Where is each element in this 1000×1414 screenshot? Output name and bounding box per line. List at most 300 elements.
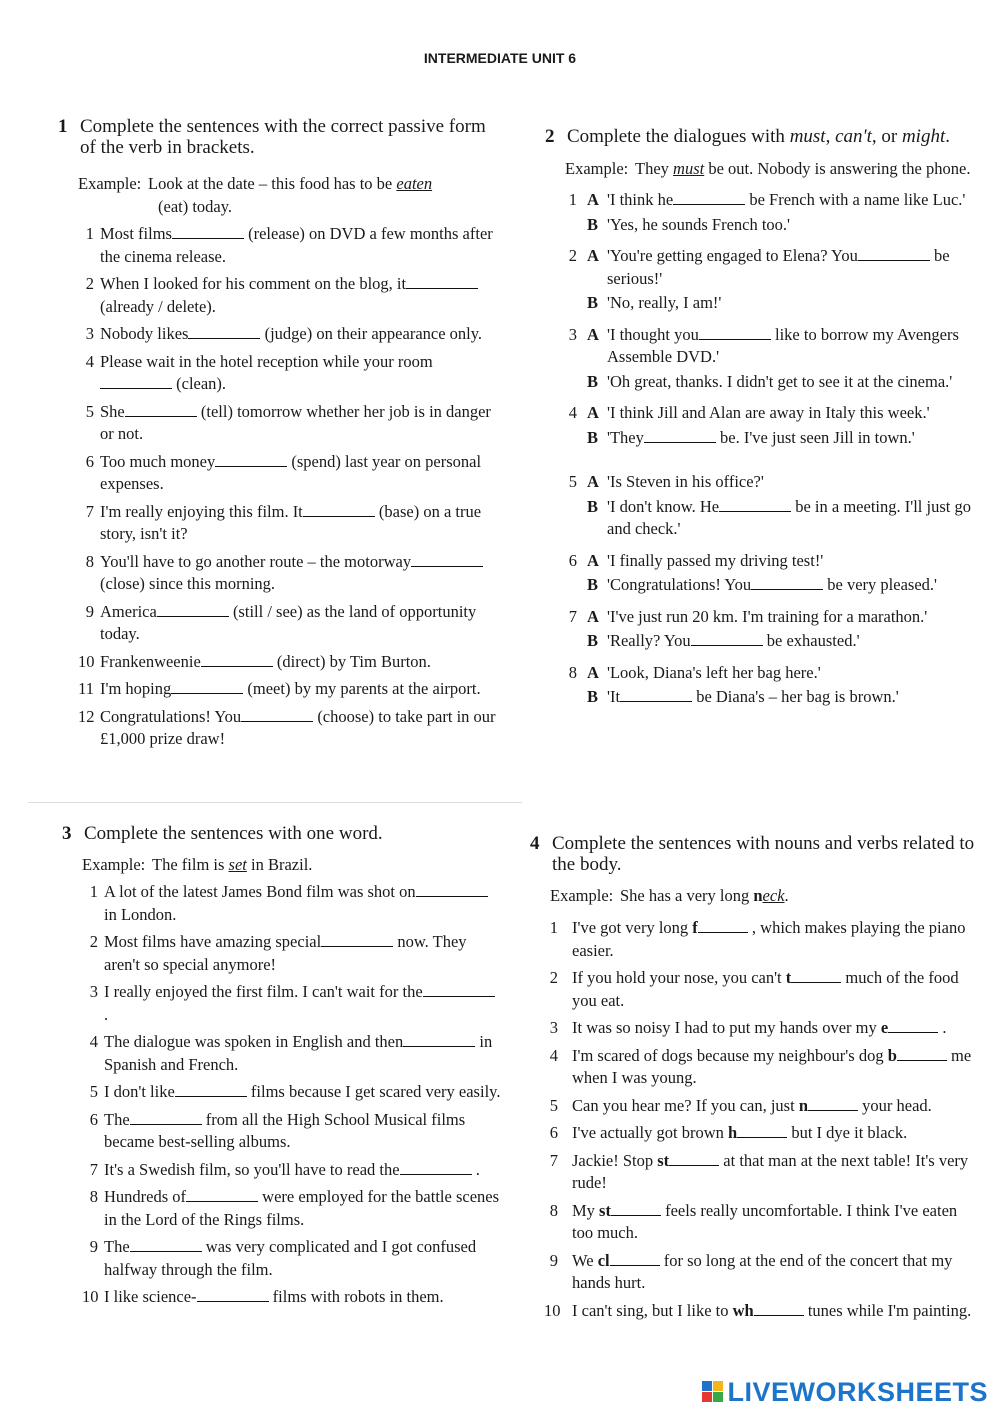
- item-text: It's a Swedish film, so you'll have to read the: [104, 1159, 400, 1179]
- item-text: The dialogue was spoken in English and then: [104, 1032, 404, 1051]
- speaker-label: B: [587, 575, 599, 594]
- example: [58, 172, 498, 218]
- speaker-label: B: [587, 631, 599, 650]
- answer-blank[interactable]: [303, 515, 375, 517]
- answer-blank[interactable]: [669, 1164, 719, 1166]
- item-list: [58, 223, 498, 751]
- answer-blank[interactable]: [737, 1136, 787, 1138]
- item-number: 2: [89, 932, 98, 951]
- speaker-line-a: [587, 189, 980, 212]
- speaker-label: A: [587, 472, 599, 491]
- item-number: 11: [78, 679, 94, 698]
- item-text: were employed for the battle scenes in the Lord of the Rings films.: [104, 1187, 500, 1229]
- answer-blank[interactable]: [620, 700, 692, 702]
- item-text: 'It: [607, 687, 621, 706]
- item-text: now. They aren't so special anymore!: [104, 932, 467, 974]
- item-text: 'Is Steven in his office?': [607, 472, 764, 491]
- item-text: Hundreds of: [104, 1187, 187, 1206]
- item-number: 12: [78, 706, 95, 726]
- item-text: feels really uncomfortable. I think I've eaten too much.: [572, 1200, 958, 1242]
- item-text: in London.: [104, 904, 177, 924]
- list-item: [530, 1045, 980, 1090]
- list-item: [530, 1095, 980, 1118]
- dialogue-item: [545, 324, 980, 394]
- section-3-heading: [62, 823, 502, 844]
- section-1-heading: [58, 116, 498, 158]
- item-text: (spend) last year on personal expenses.: [100, 451, 482, 493]
- logo-grid-icon: [702, 1381, 724, 1403]
- item-text: Too much money: [100, 451, 216, 471]
- list-item: [62, 1109, 502, 1154]
- list-item: [58, 401, 498, 446]
- item-text: 'I thought you: [607, 324, 699, 344]
- speaker-line-b: [587, 496, 980, 541]
- answer-blank[interactable]: [423, 995, 495, 997]
- item-text: You'll have to go another route – the motorway: [100, 551, 412, 571]
- item-number: 7: [85, 501, 94, 521]
- item-number: 4: [89, 1032, 98, 1051]
- item-number: 10: [544, 1300, 561, 1320]
- speaker-line-b: [587, 630, 980, 653]
- item-text: I've actually got brown: [572, 1123, 724, 1142]
- speaker-label: A: [587, 606, 599, 626]
- item-text: from all the High School Musical films became best-selling albums.: [104, 1109, 466, 1151]
- item-text: I've got very long: [572, 918, 689, 937]
- item-text: for so long at the end of the concert that my hands hurt.: [572, 1250, 953, 1292]
- item-text: much of the food you eat.: [572, 968, 959, 1010]
- heading-text: Complete the sentences with the correct passive form of the verb in brackets.: [80, 116, 486, 158]
- item-number: 6: [549, 1123, 558, 1142]
- item-number: 5: [568, 472, 577, 491]
- item-text: tunes while I'm painting.: [807, 1300, 972, 1320]
- liveworksheets-logo: [702, 1377, 988, 1407]
- item-number: 6: [568, 550, 577, 570]
- speaker-line-a: [587, 324, 980, 369]
- list-item: [62, 1286, 502, 1309]
- item-text: be exhausted.': [766, 631, 860, 650]
- answer-blank[interactable]: [897, 1059, 947, 1061]
- speaker-line-a: [587, 471, 980, 494]
- list-item: [62, 1031, 502, 1076]
- item-text: 'Oh great, thanks. I didn't get to see it at the cinema.': [607, 371, 953, 391]
- item-text: My: [572, 1200, 595, 1220]
- item-number: 1: [85, 224, 94, 243]
- answer-blank[interactable]: [175, 1095, 247, 1097]
- item-list: [530, 917, 980, 1322]
- item-text: The: [104, 1237, 130, 1256]
- list-item: [530, 967, 980, 1012]
- item-text: in Spanish and French.: [104, 1032, 493, 1074]
- list-item: [58, 451, 498, 496]
- example-text: Look at the date – this food has to be: [148, 174, 397, 193]
- item-text: Most films have amazing special: [104, 932, 322, 951]
- item-text: be serious!': [607, 246, 950, 288]
- item-text: I'm really enjoying this film. It: [100, 501, 303, 521]
- item-text: If you hold your nose, you can't: [572, 968, 782, 987]
- first-letter-hint: e: [880, 1018, 889, 1037]
- answer-blank[interactable]: [130, 1123, 202, 1125]
- item-text: (tell) tomorrow whether her job is in danger or not.: [100, 401, 491, 443]
- list-item: [530, 1017, 980, 1040]
- item-text: 'I've just run 20 km. I'm training for a marathon.': [607, 606, 928, 626]
- answer-blank[interactable]: [125, 415, 197, 417]
- list-item: [58, 351, 498, 396]
- item-number: 1: [568, 190, 577, 209]
- example-text-end: (eat) today.: [158, 197, 233, 216]
- speaker-label: A: [587, 324, 599, 344]
- list-item: [530, 1200, 980, 1245]
- answer-blank[interactable]: [215, 465, 287, 467]
- heading-text: Complete the sentences with one word.: [84, 823, 383, 844]
- item-text: It was so noisy I had to put my hands over my: [572, 1018, 877, 1037]
- item-text: 'I finally passed my driving test!': [607, 550, 824, 570]
- answer-blank[interactable]: [100, 387, 172, 389]
- first-letter-hint: b: [887, 1045, 897, 1065]
- item-text: films because I get scared very easily.: [250, 1082, 501, 1101]
- answer-blank[interactable]: [186, 1200, 258, 1202]
- example-text-end: .: [784, 886, 789, 905]
- heading-word-cant: can't: [835, 126, 872, 147]
- example-answer: eck: [762, 886, 785, 905]
- speaker-label: A: [587, 403, 599, 422]
- list-item: [62, 981, 502, 1026]
- list-item: [530, 917, 980, 962]
- item-text: .: [475, 1159, 480, 1179]
- speaker-label: B: [587, 293, 599, 312]
- example-label: Example:: [82, 855, 146, 874]
- item-number: 6: [85, 451, 94, 471]
- list-item: [58, 651, 498, 674]
- item-text: 'I don't know. He: [607, 496, 720, 516]
- item-text: I like science-: [104, 1287, 197, 1306]
- answer-blank[interactable]: [691, 644, 763, 646]
- item-text: (direct) by Tim Burton.: [276, 651, 431, 671]
- answer-blank[interactable]: [719, 510, 791, 512]
- item-text: Nobody likes: [100, 324, 189, 343]
- section-4-heading: [530, 833, 980, 875]
- item-number: 6: [89, 1109, 98, 1129]
- speaker-label: A: [587, 246, 599, 265]
- item-text: be in a meeting. I'll just go and check.': [607, 496, 971, 538]
- item-text: (release) on DVD a few months after the cinema release.: [100, 224, 493, 266]
- item-text: I don't like: [104, 1082, 175, 1101]
- speaker-label: B: [587, 427, 599, 447]
- answer-blank[interactable]: [754, 1314, 804, 1316]
- item-text: We: [572, 1250, 594, 1270]
- item-number: 5: [549, 1095, 558, 1115]
- item-number: 2: [85, 274, 94, 293]
- answer-blank[interactable]: [673, 203, 745, 205]
- speaker-line-b: [587, 292, 980, 315]
- item-text: (clean).: [176, 374, 227, 393]
- item-number: 7: [549, 1150, 558, 1170]
- item-text: America: [100, 601, 157, 621]
- section-4: [530, 833, 980, 1322]
- example-label: Example:: [550, 886, 614, 905]
- item-text: was very complicated and I got confused halfway through the film.: [104, 1237, 477, 1279]
- item-text: 'You're getting engaged to Elena? You: [607, 246, 858, 265]
- item-text: (close) since this morning.: [100, 574, 276, 593]
- list-item: [58, 601, 498, 646]
- speaker-label: B: [587, 687, 599, 706]
- item-text: (base) on a true story, isn't it?: [100, 501, 482, 543]
- section-number: 3: [62, 823, 72, 844]
- list-item: [58, 678, 498, 701]
- list-item: [530, 1250, 980, 1295]
- item-text: She: [100, 401, 125, 421]
- section-2: [545, 126, 980, 709]
- answer-blank[interactable]: [201, 665, 273, 667]
- speaker-label: B: [587, 214, 599, 234]
- speaker-line-a: [587, 245, 980, 290]
- item-text: I really enjoyed the first film. I can't wait for the: [104, 982, 423, 1001]
- section-3: [62, 823, 502, 1309]
- speaker-label: B: [587, 496, 599, 516]
- speaker-label: A: [587, 190, 599, 209]
- example: [530, 884, 980, 907]
- example: [545, 157, 980, 180]
- item-number: 4: [549, 1045, 558, 1065]
- section-number: 4: [530, 833, 540, 854]
- answer-blank[interactable]: [610, 1264, 660, 1266]
- section-1: [58, 116, 498, 751]
- item-text: 'They: [607, 427, 644, 447]
- example: [62, 853, 502, 876]
- answer-blank[interactable]: [416, 895, 488, 897]
- item-number: 10: [78, 651, 95, 671]
- first-letter-hint: cl: [597, 1250, 610, 1270]
- first-letter-hint: t: [785, 968, 792, 987]
- list-item: [62, 1236, 502, 1281]
- speaker-line-a: [587, 402, 980, 425]
- first-letter-hint: n: [798, 1095, 808, 1115]
- example-text: They: [635, 159, 674, 178]
- item-text: (choose) to take part in our £1,000 prize draw!: [100, 706, 496, 748]
- answer-blank[interactable]: [808, 1109, 858, 1111]
- answer-blank[interactable]: [241, 720, 313, 722]
- list-item: [62, 1186, 502, 1231]
- answer-blank[interactable]: [858, 259, 930, 261]
- heading-word-might: might: [901, 126, 946, 147]
- first-letter-hint: wh: [732, 1300, 754, 1320]
- item-text: Please wait in the hotel reception while your room: [100, 351, 433, 371]
- answer-blank[interactable]: [157, 615, 229, 617]
- example-answer: eaten: [396, 174, 433, 193]
- heading-text-or: , or: [871, 126, 902, 147]
- speaker-line-b: [587, 371, 980, 394]
- speaker-line-a: [587, 662, 980, 685]
- item-text: Can you hear me? If you can, just: [572, 1095, 795, 1115]
- answer-blank[interactable]: [400, 1173, 472, 1175]
- dialogue-item: [545, 471, 980, 541]
- example-label: Example:: [565, 159, 629, 178]
- first-letter-hint: h: [728, 1123, 738, 1142]
- list-item: [530, 1122, 980, 1145]
- list-item: [58, 706, 498, 751]
- item-text: (already / delete).: [100, 296, 216, 316]
- list-item: [530, 1300, 980, 1323]
- list-item: [62, 1081, 502, 1104]
- heading-text: Complete the sentences with nouns and verbs related to the body.: [552, 833, 975, 875]
- logo-text: LIVEWORKSHEETS: [727, 1376, 988, 1407]
- item-text: films with robots in them.: [272, 1287, 444, 1306]
- answer-blank[interactable]: [888, 1031, 938, 1033]
- speaker-line-b: [587, 686, 980, 709]
- answer-blank[interactable]: [406, 287, 478, 289]
- first-letter-hint: st: [657, 1150, 670, 1170]
- item-number: 7: [568, 606, 577, 626]
- item-text: but I dye it black.: [791, 1123, 908, 1142]
- item-text: .: [942, 1018, 947, 1037]
- first-letter-hint: f: [692, 918, 698, 937]
- divider: [28, 802, 522, 803]
- item-number: 3: [85, 324, 94, 343]
- answer-blank[interactable]: [699, 338, 771, 340]
- speaker-label: A: [587, 662, 599, 682]
- answer-blank[interactable]: [321, 945, 393, 947]
- item-number: 5: [85, 401, 94, 421]
- answer-blank[interactable]: [791, 981, 841, 983]
- answer-blank[interactable]: [403, 1045, 475, 1047]
- first-letter-hint: st: [599, 1200, 611, 1220]
- answer-blank[interactable]: [197, 1300, 269, 1302]
- item-text: I can't sing, but I like to: [572, 1300, 729, 1320]
- item-number: 3: [568, 324, 577, 344]
- item-text: like to borrow my Avengers Assemble DVD.': [607, 324, 959, 366]
- item-number: 4: [568, 403, 577, 422]
- item-text: 'No, really, I am!': [607, 293, 722, 312]
- item-number: 9: [85, 601, 94, 621]
- item-text: (judge) on their appearance only.: [264, 324, 483, 343]
- speaker-line-a: [587, 550, 980, 573]
- dialogue-item: [545, 402, 980, 449]
- dialogue-list: [545, 189, 980, 709]
- answer-blank[interactable]: [172, 237, 244, 239]
- answer-blank[interactable]: [644, 441, 716, 443]
- item-text: The: [104, 1109, 130, 1129]
- item-number: 8: [549, 1200, 558, 1220]
- section-2-heading: 2 Complete the dialogues with must, can't, or might.: [545, 126, 950, 147]
- item-number: 3: [549, 1018, 558, 1037]
- list-item: [58, 273, 498, 318]
- item-text: be. I've just seen Jill in town.': [720, 427, 915, 447]
- item-text: Congratulations! You: [100, 706, 242, 726]
- item-number: 1: [549, 918, 558, 937]
- speaker-label: A: [587, 550, 599, 570]
- item-text: I'm hoping: [100, 679, 172, 698]
- item-number: 9: [89, 1237, 98, 1256]
- item-number: 8: [89, 1187, 98, 1206]
- speaker-line-b: [587, 427, 980, 450]
- item-number: 10: [82, 1287, 99, 1306]
- list-item: [58, 223, 498, 268]
- example-answer: set: [228, 855, 247, 874]
- item-text: (meet) by my parents at the airport.: [247, 679, 481, 698]
- item-text: 'I think he: [607, 190, 674, 209]
- list-item: [58, 323, 498, 346]
- example-letter: n: [753, 886, 763, 905]
- dialogue-item: [545, 662, 980, 709]
- example-answer: must: [673, 159, 705, 178]
- item-list: [62, 881, 502, 1309]
- item-text: at that man at the next table! It's very rude!: [572, 1150, 969, 1192]
- item-number: 2: [549, 968, 558, 987]
- list-item: [62, 881, 502, 926]
- item-number: 1: [89, 882, 98, 901]
- answer-blank[interactable]: [751, 588, 823, 590]
- answer-blank[interactable]: [698, 931, 748, 933]
- section-number: 2: [545, 126, 555, 147]
- speaker-line-b: [587, 574, 980, 597]
- item-number: 7: [89, 1159, 98, 1179]
- example-label: Example:: [78, 174, 142, 193]
- item-text: be very pleased.': [827, 575, 937, 594]
- item-text: 'Congratulations! You: [607, 575, 752, 594]
- answer-blank[interactable]: [171, 692, 243, 694]
- page-title: INTERMEDIATE UNIT 6: [423, 50, 577, 66]
- item-text: Jackie! Stop: [572, 1150, 654, 1170]
- item-text: , which makes playing the piano easier.: [572, 918, 966, 960]
- item-text: Most films: [100, 224, 172, 243]
- speaker-label: B: [587, 371, 599, 391]
- example-text: The film is: [152, 855, 229, 874]
- example-text-end: be out. Nobody is answering the phone.: [704, 159, 971, 178]
- item-number: 5: [89, 1082, 98, 1101]
- item-text: I'm scared of dogs because my neighbour's dog: [572, 1045, 884, 1065]
- item-number: 3: [89, 982, 98, 1001]
- speaker-line-a: [587, 606, 980, 629]
- dialogue-item: [545, 606, 980, 653]
- item-text: 'Yes, he sounds French too.': [607, 214, 791, 234]
- dialogue-item: [545, 245, 980, 315]
- answer-blank[interactable]: [188, 337, 260, 339]
- item-number: 2: [568, 246, 577, 265]
- list-item: [62, 931, 502, 976]
- heading-word-must: must: [789, 126, 826, 147]
- answer-blank[interactable]: [411, 565, 483, 567]
- answer-blank[interactable]: [130, 1250, 202, 1252]
- item-text: When I looked for his comment on the blog, it: [100, 274, 407, 293]
- item-number: 8: [85, 551, 94, 571]
- heading-text: Complete the dialogues with: [567, 126, 790, 147]
- item-text: Frankenweenie: [100, 651, 201, 671]
- item-text: me when I was young.: [572, 1045, 972, 1087]
- item-text: 'I think Jill and Alan are away in Italy this week.': [607, 403, 930, 422]
- item-number: 8: [568, 662, 577, 682]
- example-text-end: in Brazil.: [246, 855, 313, 874]
- item-text: 'Look, Diana's left her bag here.': [607, 662, 821, 682]
- answer-blank[interactable]: [611, 1214, 661, 1216]
- item-text: (still / see) as the land of opportunity today.: [100, 601, 477, 643]
- heading-end: .: [945, 126, 950, 147]
- item-text: be French with a name like Luc.': [749, 190, 966, 209]
- speaker-line-b: [587, 214, 980, 237]
- list-item: [58, 551, 498, 596]
- list-item: [530, 1150, 980, 1195]
- item-number: 4: [85, 351, 94, 371]
- item-text: A lot of the latest James Bond film was shot on: [104, 882, 416, 901]
- item-number: 9: [549, 1250, 558, 1270]
- dialogue-item: [545, 189, 980, 236]
- item-text: your head.: [862, 1095, 932, 1115]
- item-text: be Diana's – her bag is brown.': [696, 687, 899, 706]
- list-item: [58, 501, 498, 546]
- example-text: She has a very long: [620, 886, 754, 905]
- item-text: .: [104, 1004, 109, 1024]
- list-item: [62, 1159, 502, 1182]
- section-number: 1: [58, 116, 68, 137]
- dialogue-item: [545, 550, 980, 597]
